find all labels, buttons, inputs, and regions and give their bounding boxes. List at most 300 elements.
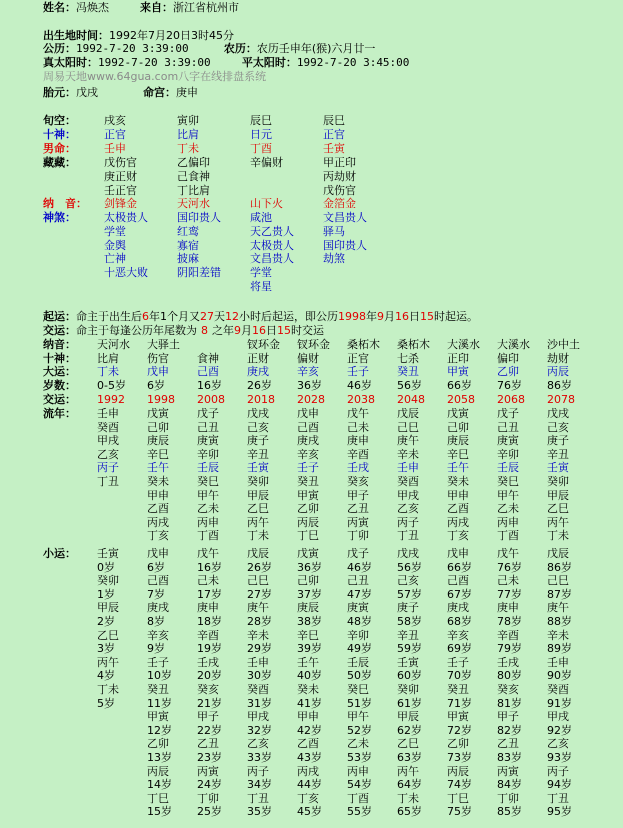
canggan-cell: 丁比肩	[177, 183, 210, 197]
xiaoyun-cell: 甲寅	[447, 710, 469, 724]
xiaoyun-cell: 60岁	[397, 669, 422, 683]
liunian-cell: 己巳	[397, 420, 419, 434]
liunian-cell: 戊子	[497, 407, 519, 420]
jiaoyun-text: 之年	[212, 324, 234, 337]
pillar-ganzhi-cell: 丁未	[177, 142, 199, 155]
liunian-cell: 庚寅	[197, 434, 219, 448]
xiaoyun-cell: 57岁	[397, 587, 422, 601]
jiaoyun-text: 命主于每逢公历年尾数为	[76, 324, 197, 337]
xiaoyun-cell: 18岁	[197, 615, 222, 628]
xiaoyun-cell: 88岁	[547, 615, 572, 628]
liunian-cell: 己卯	[447, 420, 469, 434]
liunian-cell: 丙午	[247, 515, 269, 529]
xiaoyun-cell: 59岁	[397, 642, 422, 656]
liunian-cell: 甲戌	[397, 488, 419, 502]
xiaoyun-cell: 5岁	[97, 696, 115, 710]
qiyun-text: 月	[384, 310, 395, 323]
xiaoyun-cell: 3岁	[97, 642, 115, 656]
xiaoyun-cell: 4岁	[97, 669, 115, 683]
xiaoyun-cell: 丁丑	[547, 791, 569, 805]
xiaoyun-cell: 85岁	[497, 805, 522, 819]
xiaoyun-cell: 丁丑	[247, 791, 269, 805]
nongli-value: 农历壬申年(猴)六月廿一	[256, 42, 376, 55]
dayun-row-label: 十神：	[43, 352, 76, 365]
xiaoyun-cell: 乙未	[347, 737, 369, 751]
dayun-shishen-cell: 偏印	[497, 352, 519, 365]
liunian-cell: 庚戌	[297, 434, 319, 448]
dayun-row-label: 岁数：	[43, 379, 76, 392]
xiaoyun-cell: 戊寅	[297, 547, 319, 560]
xiaoyun-cell: 61岁	[397, 696, 422, 710]
shishen-cell: 日元	[250, 128, 272, 141]
xiaoyun-cell: 己酉	[447, 574, 469, 588]
gongli-label: 公历：	[43, 42, 76, 55]
canggan-cell: 辛偏财	[250, 156, 283, 169]
xiaoyun-cell: 34岁	[247, 778, 272, 792]
canggan-cell: 戊伤官	[104, 156, 137, 169]
xiaoyun-cell: 15岁	[147, 805, 172, 819]
xiaoyun-cell: 29岁	[247, 642, 272, 656]
shensha-cell: 披麻	[177, 252, 199, 266]
xiaoyun-cell: 癸亥	[197, 683, 219, 696]
xiaoyun-cell: 癸卯	[397, 683, 419, 696]
xiaoyun-cell: 79岁	[497, 642, 522, 656]
shensha-cell: 太极贵人	[104, 211, 148, 224]
liunian-cell: 丙戌	[447, 515, 469, 529]
dayun-shishen-cell: 食神	[197, 352, 219, 365]
jiaoyun-text: 时交运	[291, 324, 324, 337]
xiaoyun-cell: 癸丑	[447, 683, 469, 696]
shishen-cell: 比肩	[177, 128, 199, 141]
xiaoyun-cell: 27岁	[247, 587, 272, 601]
dayun-shishen-cell: 偏财	[297, 352, 319, 365]
from-label: 来自：	[140, 1, 173, 14]
dayun-ganzhi-cell: 乙卯	[497, 365, 519, 378]
pillar-row-label: 旬空：	[43, 114, 76, 127]
xiaoyun-cell: 辛卯	[347, 628, 369, 642]
dayun-row-label: 交运：	[43, 393, 76, 406]
liunian-cell: 癸卯	[247, 475, 269, 488]
xiaoyun-cell: 丙子	[547, 764, 569, 778]
liunian-cell: 戊子	[197, 407, 219, 420]
nayin-cell: 天河水	[177, 197, 210, 210]
dayun-year-cell: 2038	[347, 393, 375, 406]
solar-time-line	[43, 57, 409, 69]
xiaoyun-cell: 69岁	[447, 642, 472, 656]
xiaoyun-cell: 14岁	[147, 778, 172, 792]
shensha-cell: 劫煞	[323, 252, 345, 266]
liunian-cell: 乙酉	[447, 502, 469, 516]
xiaoyun-cell: 辛亥	[447, 628, 469, 642]
xiaoyun-cell: 丁卯	[197, 791, 219, 805]
xiaoyun-cell: 己酉	[147, 574, 169, 588]
dayun-ganzhi-cell: 壬子	[347, 365, 369, 378]
xiaoyun-cell: 11岁	[147, 696, 172, 710]
dayun-ganzhi-cell: 戊申	[147, 365, 169, 378]
dayun-nayin-cell: 钗环金	[297, 338, 330, 351]
pillar-row-label: 藏藏：	[43, 156, 76, 169]
xiaoyun-cell: 64岁	[397, 778, 422, 792]
xiaoyun-cell: 丙午	[97, 655, 119, 669]
liunian-cell: 乙卯	[297, 502, 319, 516]
xiaoyun-cell: 44岁	[297, 778, 322, 792]
dayun-ganzhi-cell: 丁未	[97, 365, 119, 378]
zhen-label: 真太阳时：	[43, 56, 98, 69]
liunian-cell: 辛巳	[447, 447, 469, 461]
dayun-year-cell: 2058	[447, 393, 475, 406]
xiaoyun-cell: 丁亥	[297, 791, 319, 805]
qiyun-years: 6	[142, 310, 149, 323]
canggan-cell: 庚正财	[104, 169, 137, 183]
xiaoyun-cell: 39岁	[297, 642, 322, 656]
xiaoyun-cell: 乙亥	[247, 737, 269, 751]
xiaoyun-cell: 16岁	[197, 560, 222, 574]
xiaoyun-cell: 77岁	[497, 587, 522, 601]
xiaoyun-cell: 乙丑	[497, 737, 519, 751]
minggong-value: 庚申	[176, 86, 198, 99]
xiaoyun-cell: 甲午	[347, 710, 369, 724]
xiaoyun-cell: 乙巳	[397, 737, 419, 751]
xiaoyun-cell: 68岁	[447, 615, 472, 628]
watermark: 周易天地www.64gua.com八字在线排盘系统	[43, 70, 267, 83]
xiaoyun-cell: 甲辰	[397, 710, 419, 724]
xiaoyun-cell: 2岁	[97, 615, 115, 628]
xiaoyun-cell: 乙巳	[97, 628, 119, 642]
jiaoyun-text: 月	[241, 324, 252, 337]
zhen-value: 1992-7-20 3:39:00	[98, 56, 211, 69]
qiyun-label: 起运：	[43, 310, 76, 323]
dayun-nayin-cell: 钗环金	[247, 338, 280, 351]
dayun-shishen-cell: 七杀	[397, 352, 419, 365]
dayun-age-cell: 6岁	[147, 379, 165, 392]
xiaoyun-cell: 庚戌	[447, 601, 469, 615]
dayun-year-cell: 2048	[397, 393, 425, 406]
gongli-line	[43, 43, 375, 55]
dayun-ganzhi-cell: 甲寅	[447, 365, 469, 378]
jiaoyun-month: 9	[234, 324, 241, 337]
xiaoyun-cell: 己未	[197, 574, 219, 588]
xiaoyun-cell: 戊午	[497, 547, 519, 560]
nayin-cell: 金箔金	[323, 197, 356, 210]
xiaoyun-cell: 戊辰	[247, 547, 269, 560]
xiaoyun-cell: 庚午	[247, 601, 269, 615]
xiaoyun-cell: 26岁	[247, 560, 272, 574]
dayun-age-cell: 76岁	[497, 379, 522, 392]
xiaoyun-cell: 辛丑	[397, 628, 419, 642]
dayun-age-cell: 26岁	[247, 379, 272, 392]
canggan-cell: 丙劫财	[323, 169, 356, 183]
dayun-year-cell: 1992	[97, 393, 125, 406]
liunian-cell: 癸巳	[497, 475, 519, 488]
xiaoyun-cell: 戊申	[447, 547, 469, 560]
liunian-cell: 戊申	[297, 407, 319, 420]
xiaoyun-cell: 丁巳	[147, 791, 169, 805]
xiaoyun-cell: 56岁	[397, 560, 422, 574]
jiaoyun-hour: 15	[277, 324, 291, 337]
qiyun-text: 日	[409, 310, 420, 323]
dayun-shishen-cell: 劫财	[547, 352, 569, 365]
pillar-ganzhi-cell: 壬寅	[323, 142, 345, 155]
xiaoyun-cell: 73岁	[447, 751, 472, 764]
xiaoyun-cell: 75岁	[447, 805, 472, 819]
liunian-cell: 丁未	[547, 529, 569, 543]
liunian-cell: 甲申	[447, 488, 469, 502]
dayun-year-cell: 1998	[147, 393, 175, 406]
liunian-cell: 己丑	[497, 420, 519, 434]
xiaoyun-cell: 辛巳	[297, 628, 319, 642]
liunian-cell: 庚辰	[447, 434, 469, 448]
nayin-cell: 剑锋金	[104, 197, 137, 210]
liunian-cell: 癸酉	[397, 475, 419, 488]
dayun-nayin-cell: 大溪水	[447, 338, 480, 351]
dayun-nayin-cell: 桑柘木	[347, 338, 380, 351]
xiaoyun-cell: 31岁	[247, 696, 272, 710]
xunkong-cell: 辰巳	[323, 114, 345, 127]
xiaoyun-label: 小运：	[43, 547, 76, 560]
liunian-cell: 壬寅	[547, 461, 569, 475]
xiaoyun-cell: 12岁	[147, 723, 172, 737]
xiaoyun-cell: 45岁	[297, 805, 322, 819]
birth-value: 1992年7月20日3时45分	[109, 29, 234, 42]
liunian-cell: 乙巳	[247, 502, 269, 516]
liunian-cell: 乙丑	[347, 502, 369, 516]
xiaoyun-cell: 壬子	[447, 655, 469, 669]
liunian-cell: 庚子	[547, 434, 569, 448]
liunian-cell: 乙未	[197, 502, 219, 516]
xiaoyun-cell: 76岁	[497, 560, 522, 574]
xiaoyun-cell: 壬寅	[397, 655, 419, 669]
xiaoyun-cell: 乙亥	[547, 737, 569, 751]
liunian-cell: 丙辰	[297, 515, 319, 529]
liunian-cell: 丁丑	[397, 529, 419, 543]
qiyun-year: 1998	[338, 310, 366, 323]
xunkong-cell: 寅卯	[177, 114, 199, 127]
liunian-cell: 壬午	[447, 461, 469, 475]
xiaoyun-cell: 46岁	[347, 560, 372, 574]
xiaoyun-cell: 87岁	[547, 587, 572, 601]
dayun-year-cell: 2018	[247, 393, 275, 406]
canggan-cell: 己食神	[177, 169, 210, 183]
xiaoyun-cell: 己巳	[247, 574, 269, 588]
xiaoyun-cell: 庚申	[497, 601, 519, 615]
xiaoyun-cell: 戊申	[147, 547, 169, 560]
liunian-cell: 乙亥	[97, 447, 119, 461]
qiyun-line	[43, 311, 478, 323]
xiaoyun-cell: 丁巳	[447, 791, 469, 805]
dayun-nayin-cell: 天河水	[97, 338, 130, 351]
xiaoyun-cell: 94岁	[547, 778, 572, 792]
birth-label: 出生地时间：	[43, 29, 109, 42]
jiaoyun-digit: 8	[201, 324, 208, 337]
xiaoyun-cell: 72岁	[447, 723, 472, 737]
liunian-cell: 壬子	[297, 461, 319, 475]
xiaoyun-cell: 丁卯	[497, 791, 519, 805]
qiyun-text: 年1个月又	[149, 310, 200, 323]
liunian-cell: 戊戌	[547, 407, 569, 420]
liunian-cell: 甲戌	[97, 434, 119, 448]
xiaoyun-cell: 丙辰	[447, 764, 469, 778]
xiaoyun-cell: 丁未	[97, 683, 119, 696]
xiaoyun-cell: 庚子	[397, 601, 419, 615]
liunian-cell: 乙未	[497, 502, 519, 516]
shishen-cell: 正官	[323, 128, 345, 141]
xiaoyun-cell: 甲子	[497, 710, 519, 724]
shensha-cell: 亡神	[104, 252, 126, 266]
liunian-cell: 戊辰	[397, 407, 419, 420]
shensha-cell: 文昌贵人	[323, 211, 367, 224]
xiaoyun-cell: 95岁	[547, 805, 572, 819]
xiaoyun-cell: 癸酉	[547, 683, 569, 696]
xiaoyun-cell: 癸亥	[497, 683, 519, 696]
qiyun-month: 9	[377, 310, 384, 323]
pillar-row-label: 十神：	[43, 128, 76, 141]
xiaoyun-cell: 辛未	[247, 628, 269, 642]
xiaoyun-cell: 58岁	[397, 615, 422, 628]
xiaoyun-cell: 甲子	[197, 710, 219, 724]
xiaoyun-cell: 辛酉	[197, 628, 219, 642]
qiyun-text: 天	[214, 310, 225, 323]
xiaoyun-cell: 25岁	[197, 805, 222, 819]
dayun-shishen-cell: 正官	[347, 352, 369, 365]
dayun-age-cell: 36岁	[297, 379, 322, 392]
liunian-cell: 丙子	[97, 461, 119, 475]
shensha-cell: 国印贵人	[323, 238, 367, 252]
xiaoyun-cell: 67岁	[447, 587, 472, 601]
xiaoyun-cell: 甲戌	[547, 710, 569, 724]
liunian-cell: 癸卯	[547, 475, 569, 488]
dayun-row-label: 纳音：	[43, 338, 76, 351]
xiaoyun-cell: 55岁	[347, 805, 372, 819]
liunian-cell: 丙子	[397, 515, 419, 529]
liunian-cell: 壬辰	[197, 461, 219, 475]
xiaoyun-cell: 癸巳	[347, 683, 369, 696]
liunian-cell: 丙申	[197, 515, 219, 529]
taiyuan-line	[43, 87, 198, 99]
dayun-ganzhi-cell: 丙辰	[547, 365, 569, 378]
xiaoyun-cell: 92岁	[547, 723, 572, 737]
xiaoyun-cell: 庚午	[547, 601, 569, 615]
name-line	[43, 2, 239, 14]
jiaoyun-line	[43, 325, 324, 337]
shensha-cell: 太极贵人	[250, 238, 294, 252]
xiaoyun-cell: 86岁	[547, 560, 572, 574]
liunian-cell: 己卯	[147, 420, 169, 434]
liunian-cell: 壬申	[397, 461, 419, 475]
xiaoyun-cell: 己未	[497, 574, 519, 588]
xiaoyun-cell: 51岁	[347, 696, 372, 710]
liunian-cell: 己丑	[197, 420, 219, 434]
dayun-shishen-cell: 伤官	[147, 352, 169, 365]
dayun-age-cell: 66岁	[447, 379, 472, 392]
liunian-cell: 甲辰	[547, 488, 569, 502]
xiaoyun-cell: 甲寅	[147, 710, 169, 724]
nongli-label: 农历：	[223, 42, 257, 55]
qiyun-hours: 12	[225, 310, 239, 323]
canggan-cell: 甲正印	[323, 156, 356, 169]
qiyun-text: 命主于出生后	[76, 310, 142, 323]
xiaoyun-cell: 辛未	[547, 628, 569, 642]
liunian-cell: 壬戌	[347, 461, 369, 475]
xiaoyun-cell: 49岁	[347, 642, 372, 656]
taiyuan-value: 戊戌	[76, 86, 98, 99]
xiaoyun-cell: 65岁	[397, 805, 422, 819]
xiaoyun-cell: 庚申	[197, 601, 219, 615]
liunian-cell: 庚寅	[497, 434, 519, 448]
liunian-cell: 丁亥	[447, 529, 469, 543]
xiaoyun-cell: 82岁	[497, 723, 522, 737]
xiaoyun-cell: 癸未	[297, 683, 319, 696]
xiaoyun-cell: 66岁	[447, 560, 472, 574]
xiaoyun-cell: 壬戌	[197, 655, 219, 669]
liunian-cell: 己未	[347, 420, 369, 434]
xiaoyun-cell: 壬申	[547, 655, 569, 669]
xiaoyun-cell: 42岁	[297, 723, 322, 737]
dayun-ganzhi-cell: 庚戌	[247, 365, 269, 378]
liunian-cell: 庚子	[247, 434, 269, 448]
xiaoyun-cell: 24岁	[197, 778, 222, 792]
shensha-cell: 驿马	[323, 224, 345, 238]
liunian-cell: 戊寅	[147, 407, 169, 420]
xiaoyun-cell: 32岁	[247, 723, 272, 737]
xiaoyun-cell: 辛亥	[147, 628, 169, 642]
xiaoyun-cell: 37岁	[297, 587, 322, 601]
liunian-cell: 甲午	[197, 488, 219, 502]
dayun-year-cell: 2028	[297, 393, 325, 406]
birth-line	[43, 30, 234, 42]
qiyun-hour: 15	[420, 310, 434, 323]
liunian-cell: 丁丑	[97, 475, 119, 488]
xiaoyun-cell: 癸丑	[147, 683, 169, 696]
liunian-cell: 己亥	[547, 420, 569, 434]
liunian-cell: 壬辰	[497, 461, 519, 475]
minggong-label: 命宫：	[143, 86, 176, 99]
xiaoyun-cell: 壬午	[297, 655, 319, 669]
from-value: 浙江省杭州市	[173, 1, 239, 14]
liunian-cell: 丁酉	[497, 529, 519, 543]
xiaoyun-cell: 丙辰	[147, 764, 169, 778]
liunian-cell: 甲子	[347, 488, 369, 502]
xiaoyun-cell: 庚辰	[297, 601, 319, 615]
xiaoyun-cell: 己亥	[397, 574, 419, 588]
shishen-cell: 正官	[104, 128, 126, 141]
qiyun-days: 27	[200, 310, 214, 323]
dayun-shishen-cell: 正印	[447, 352, 469, 365]
xiaoyun-cell: 乙卯	[447, 737, 469, 751]
liunian-cell: 甲午	[497, 488, 519, 502]
xiaoyun-cell: 甲辰	[97, 601, 119, 615]
dayun-ganzhi-cell: 癸丑	[397, 365, 419, 378]
liunian-cell: 辛巳	[147, 447, 169, 461]
shensha-cell: 学堂	[250, 266, 272, 280]
xiaoyun-cell: 91岁	[547, 696, 572, 710]
liunian-cell: 丁巳	[297, 529, 319, 543]
ping-label: 平太阳时：	[241, 56, 297, 69]
xiaoyun-cell: 17岁	[197, 587, 222, 601]
xiaoyun-cell: 81岁	[497, 696, 522, 710]
dayun-year-cell: 2078	[547, 393, 575, 406]
xiaoyun-cell: 壬寅	[97, 547, 119, 560]
liunian-cell: 乙酉	[147, 502, 169, 516]
liunian-cell: 己酉	[297, 420, 319, 434]
qiyun-text: 年	[366, 310, 377, 323]
shensha-cell: 国印贵人	[177, 211, 221, 224]
dayun-age-cell: 86岁	[547, 379, 572, 392]
pillar-ganzhi-cell: 壬申	[104, 142, 126, 155]
xiaoyun-cell: 乙卯	[147, 737, 169, 751]
xiaoyun-cell: 戊子	[347, 547, 369, 560]
shensha-cell: 学堂	[104, 224, 126, 238]
xiaoyun-cell: 33岁	[247, 751, 272, 764]
